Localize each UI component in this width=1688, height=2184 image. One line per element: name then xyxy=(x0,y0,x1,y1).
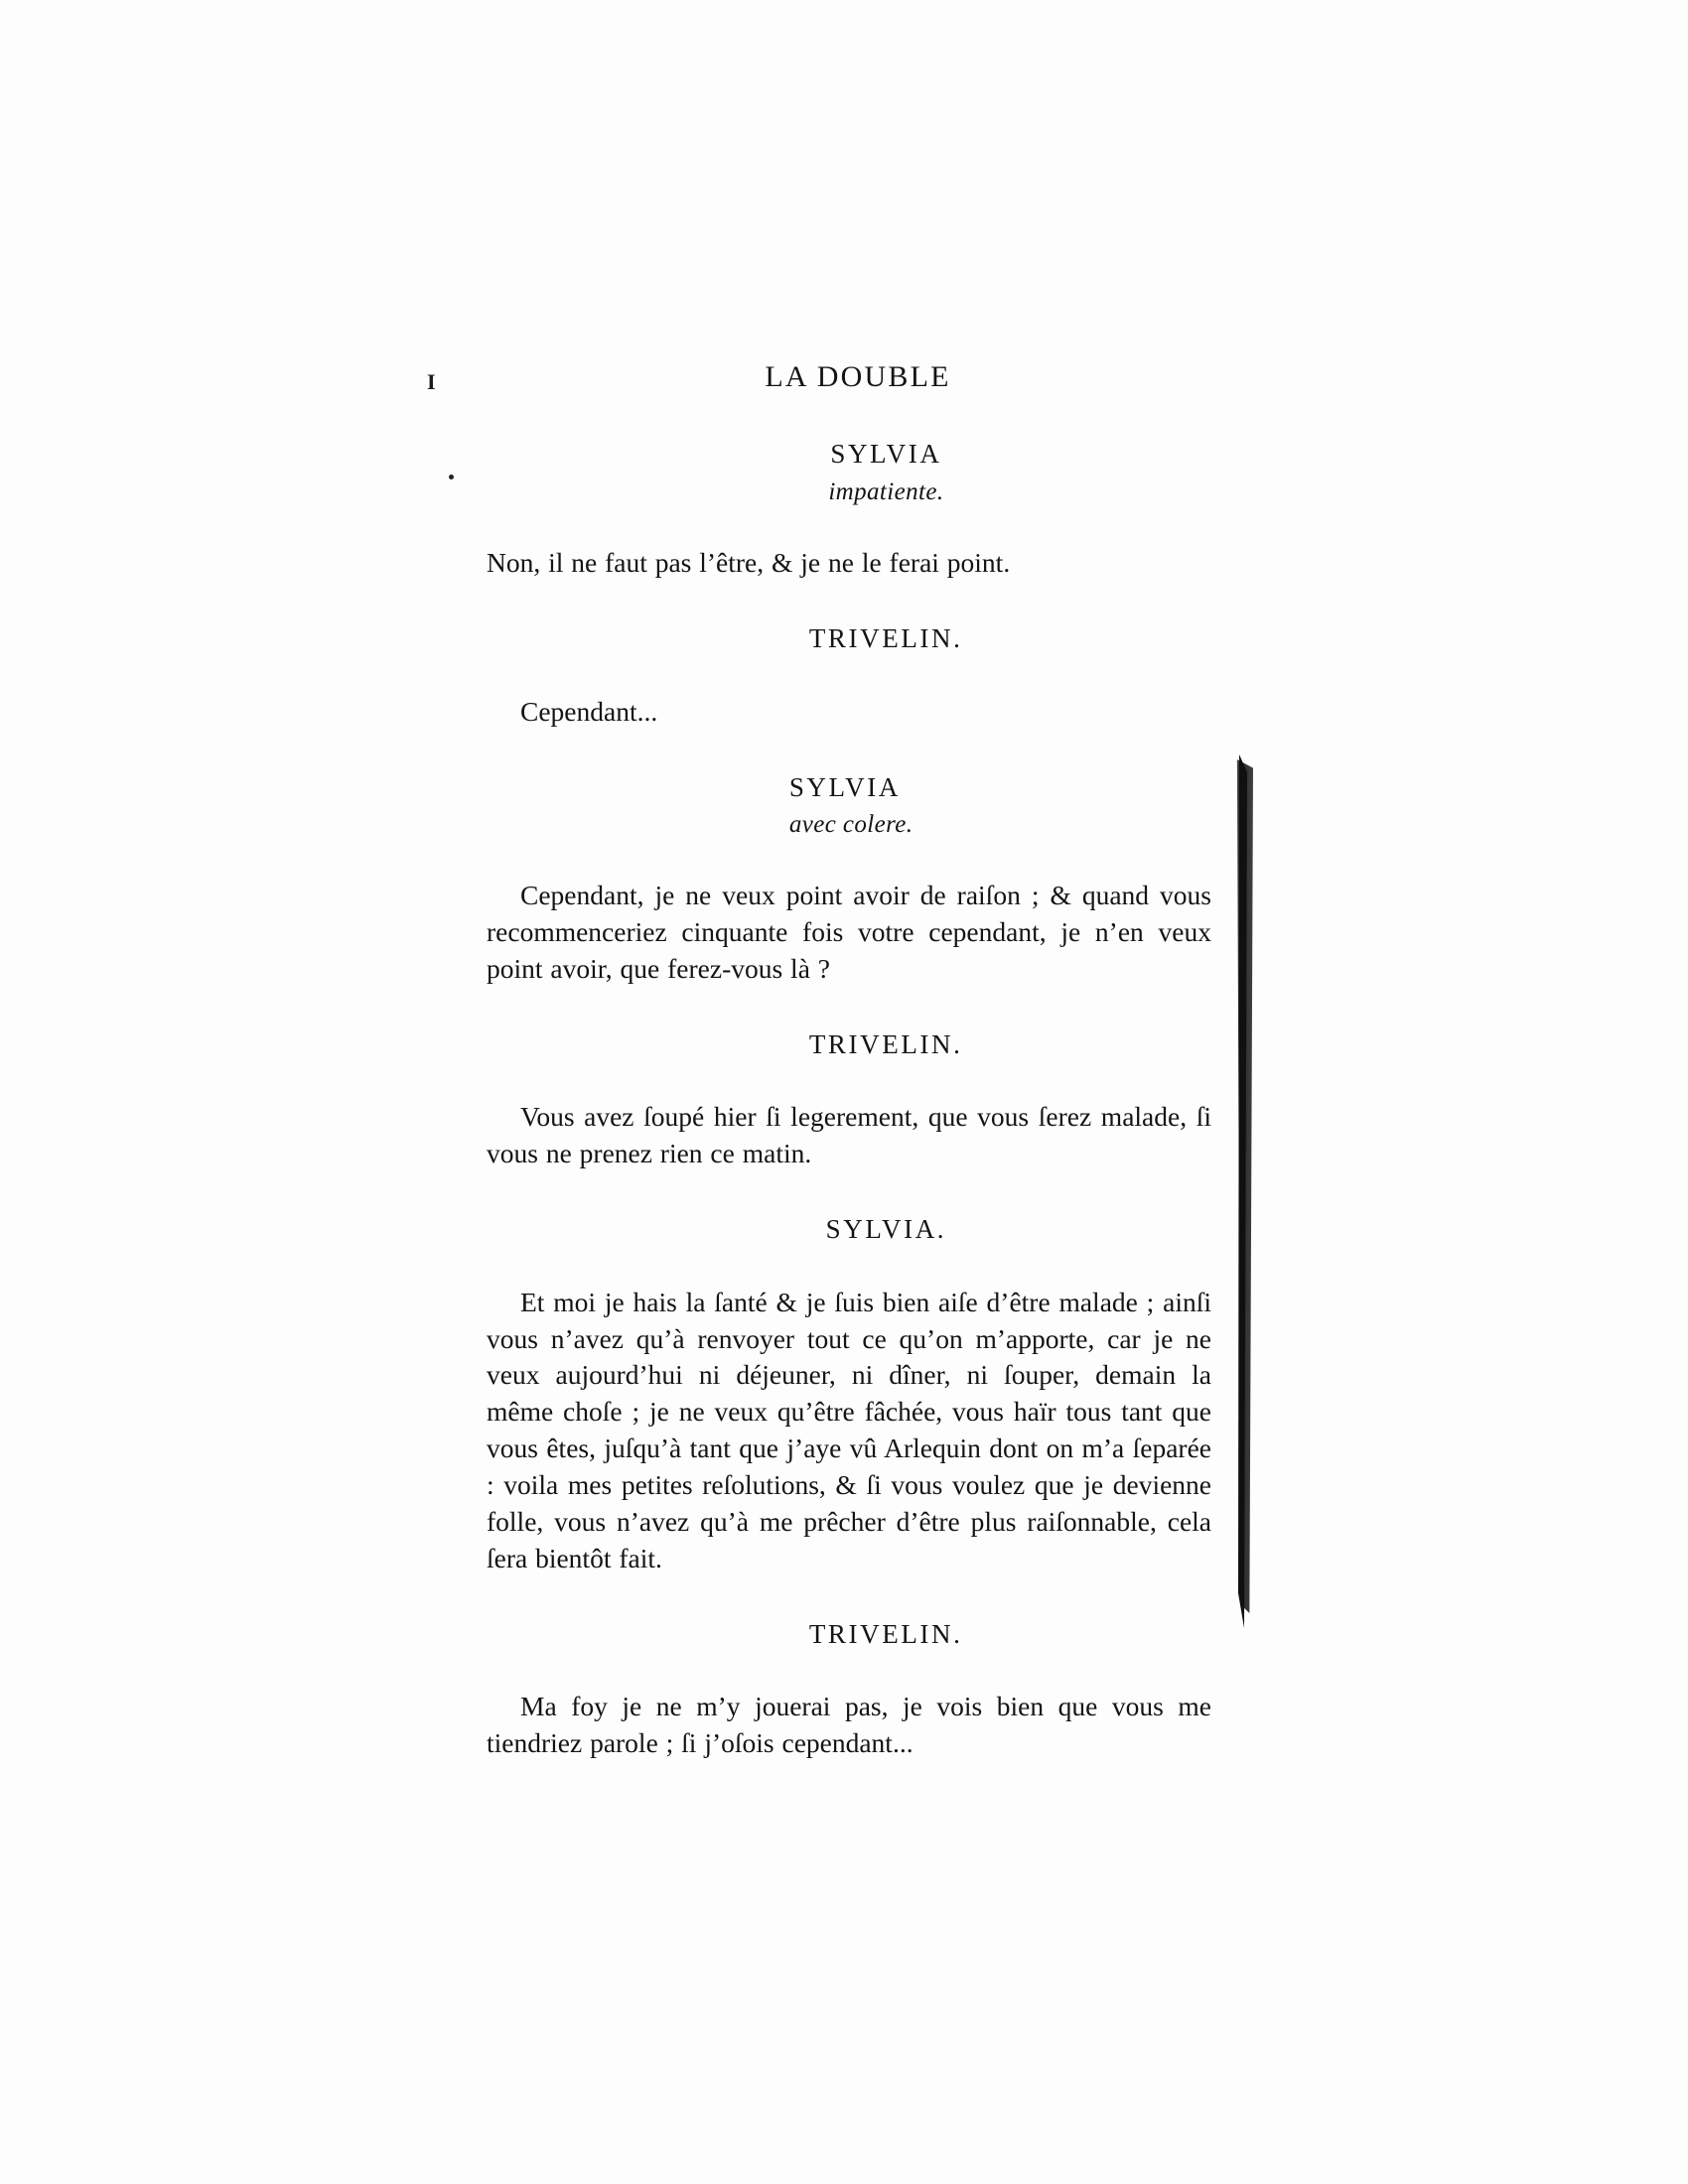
speaker-name: TRIVELIN. xyxy=(808,1618,963,1649)
speech-paragraph: Vous avez ſoupé hier ſi legerement, que vous ſerez malade, ſi vous ne prenez rien ce matin. xyxy=(487,1101,1211,1169)
speaker-heading xyxy=(487,400,1211,544)
speaker-heading xyxy=(487,1175,1211,1284)
stage-direction: avec colere. xyxy=(788,810,914,838)
signature-mark: I xyxy=(427,369,437,394)
speech-paragraph: Ma foy je ne m’y jouerai pas, je vois bien que vous me tiendriez parole ; ſi j’oſois cependant... xyxy=(487,1690,1211,1758)
speaker-name: SYLVIA. xyxy=(825,1214,947,1245)
scan-speck xyxy=(449,475,454,479)
speaker-heading xyxy=(487,733,1211,877)
speech-paragraph: Non, il ne faut pas l’être, & je ne le ferai point. xyxy=(487,547,1011,579)
running-head: LA DOUBLE xyxy=(765,360,951,393)
speaker-heading xyxy=(487,991,1211,1099)
stage-direction: impatiente. xyxy=(828,478,944,505)
text-column xyxy=(487,357,1211,1762)
page-text-area xyxy=(427,357,1221,1767)
speech-paragraph: Cependant, je ne veux point avoir de raiſon ; & quand vous recommenceriez cinquante fois votre cependant, je n’en veux point avoir, que ferez-vous là ? xyxy=(487,880,1211,985)
speaker-name: TRIVELIN. xyxy=(808,623,963,654)
speaker-heading xyxy=(487,585,1211,693)
speaker-name: SYLVIA xyxy=(830,439,942,470)
speech-paragraph: Et moi je hais la ſanté & je ſuis bien aiſe d’être malade ; ainſi vous n’avez qu’à renvoyer tout ce qu’on m’apporte, car je ne veux aujourd’hui ni déjeuner, ni dîner, ni ſouper, demain la même choſe ; je ne veux qu’être fâchée, vous haïr tous tant que vous êtes, juſqu’à tant que j’aye vû Arlequin dont on m’a ſeparée : voila mes petites reſolutions, & ſi vous voulez que je devienne folle, vous n’avez qu’à me prêcher d’être plus raiſonnable, cela ſera bientôt fait. xyxy=(487,1286,1211,1573)
speaker-heading xyxy=(487,1579,1211,1688)
speaker-name: SYLVIA xyxy=(788,771,901,802)
speech-paragraph: Cependant... xyxy=(520,695,658,727)
speaker-name: TRIVELIN. xyxy=(808,1029,963,1060)
